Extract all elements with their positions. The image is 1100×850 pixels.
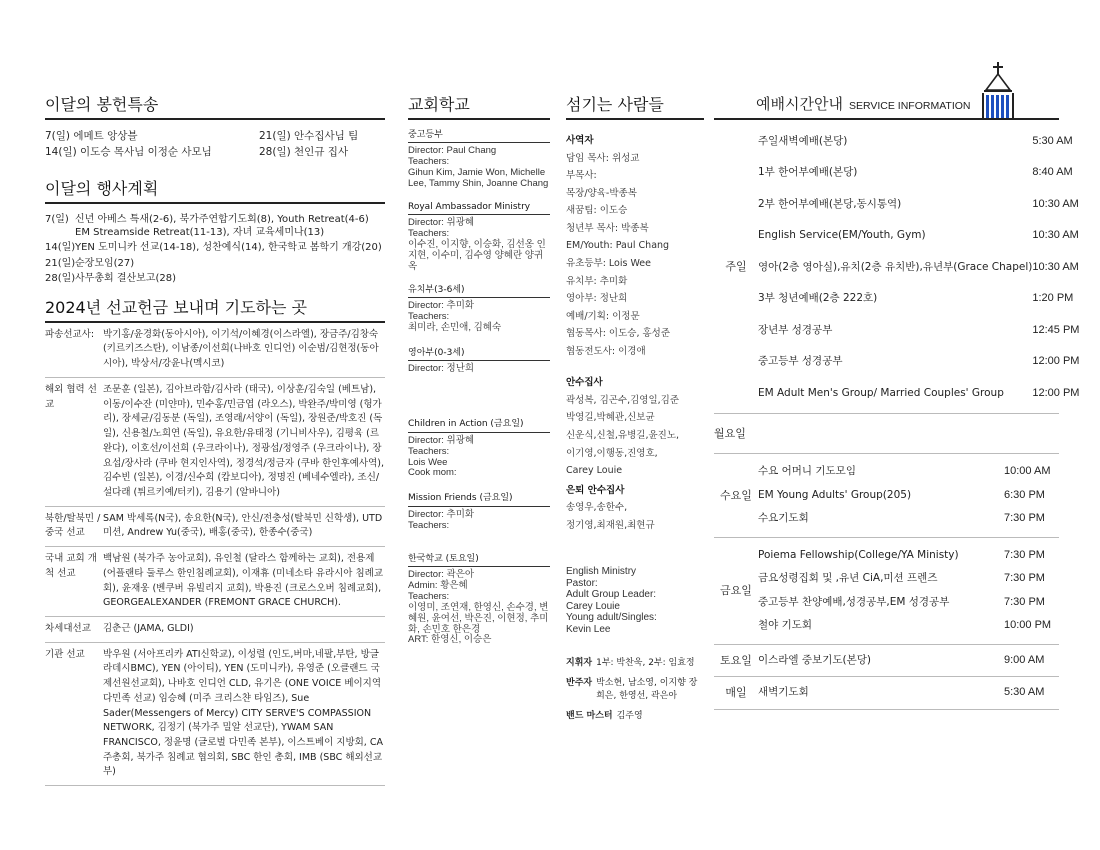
day-label: 수요일	[720, 488, 752, 502]
service-time: 10:00 AM	[1004, 465, 1051, 478]
school-block-line: Director: 추미화	[408, 300, 475, 312]
service-name: 영아(2층 영아실),유치(2층 유치반),유년부(Grace Chapel)	[758, 260, 1033, 273]
service-time: 10:30 AM	[1032, 197, 1079, 210]
school-block-head: 한국학교 (토요일)	[408, 554, 550, 567]
servant-line: 새꿈팀: 이도승	[566, 205, 628, 217]
worship-column	[714, 95, 1080, 710]
missions-list	[45, 323, 385, 786]
school-block-line: 최미라, 손민애, 김혜숙	[408, 322, 502, 334]
servant-line: 송영우,송한수,	[566, 502, 628, 514]
event-date: 21(일)	[45, 257, 76, 269]
service-name: 2부 한어부예배(본당,동시통역)	[758, 197, 902, 210]
day-services	[758, 538, 1059, 644]
day-label: 주일	[725, 259, 747, 273]
service-row	[758, 677, 1059, 709]
service-name: 장년부 성경공부	[758, 323, 833, 336]
day-services	[758, 454, 1059, 537]
offering-item: 7(일) 에메트 앙상블	[45, 130, 138, 142]
school-title: 교회학교	[408, 95, 550, 120]
servants-title: 섬기는 사람들	[566, 95, 704, 120]
service-name: 중고등부 성경공부	[758, 355, 843, 368]
mission-body: 박기홍/윤경화(동아시아), 이기석/이혜경(이스라엘), 장금주/김창숙(키르키즈스탄), 이남종/이선희(나바호 인디언) 이순범/김현정(동아시아), 박상서/강윤나(멕시코)	[103, 328, 379, 370]
staff-head: 사역자	[566, 135, 594, 146]
service-name: 금요성령집회 및 ,유년 CiA,미션 프렌즈	[758, 572, 938, 585]
school-block-head: 중고등부	[408, 130, 550, 143]
servant-line: 협동목사: 이도승, 홍성준	[566, 328, 671, 340]
school-block	[408, 130, 550, 190]
school-block-line: Cook mom:	[408, 467, 457, 479]
offerings-list	[45, 130, 385, 159]
service-row	[758, 252, 1087, 284]
service-row	[758, 484, 1059, 508]
service-name: 철야 기도회	[758, 619, 813, 632]
service-row	[758, 591, 1059, 615]
school-block-line: Teachers:	[408, 156, 450, 168]
worship-title	[714, 95, 1059, 120]
school-block-line: Gihun Kim, Jamie Won, Michelle Lee, Tammy Shin, Joanne Chang	[408, 167, 549, 190]
service-name: Poiema Fellowship(College/YA Ministy)	[758, 548, 959, 561]
service-row	[758, 645, 1059, 677]
service-time: 5:30 AM	[1004, 686, 1045, 699]
school-column	[408, 95, 550, 646]
staff-lines	[566, 150, 704, 361]
event-item	[45, 214, 385, 239]
school-block-line: Teachers:	[408, 228, 450, 240]
service-time: 12:00 PM	[1032, 355, 1080, 368]
english-ministry-line: Carey Louie	[566, 600, 620, 612]
school-block-head: Royal Ambassador Ministry	[408, 202, 550, 215]
retired-lines	[566, 499, 704, 534]
service-row	[758, 567, 1059, 591]
school-block-line: Teachers:	[408, 311, 450, 323]
band-names: 김주영	[616, 710, 643, 721]
service-name: 새벽기도회	[758, 686, 809, 699]
mission-category: 북한/탈북민 /중국 선교	[45, 512, 101, 539]
day-label: 월요일	[714, 426, 746, 440]
service-time: 12:00 PM	[1032, 386, 1080, 399]
service-name: 수요기도회	[758, 512, 809, 525]
servant-line: 유초등부: Lois Wee	[566, 257, 652, 269]
service-time: 5:30 AM	[1032, 134, 1073, 147]
day-services	[758, 120, 1087, 414]
english-ministry-line: Young adult/Singles:	[566, 612, 657, 624]
day-group	[714, 645, 1059, 678]
servants-column	[566, 95, 704, 723]
mission-row	[45, 323, 385, 378]
service-row	[758, 157, 1087, 189]
school-block-line: 이수진, 이지향, 이승화, 김선옹 인지현, 이수미, 김수영 양혜란 양귀옥	[408, 239, 546, 273]
service-row	[758, 507, 1059, 531]
service-row	[758, 189, 1087, 221]
service-time: 10:30 AM	[1032, 229, 1079, 242]
day-group	[714, 538, 1059, 645]
servant-line: 담임 목사: 위성교	[566, 152, 640, 164]
day-services	[758, 645, 1059, 677]
mission-body: 백남원 (북가주 농아교회), 유인철 (달라스 함께하는 교회), 전용제 (어플랜타 둘루스 한인침례교회), 이재휴 (미네소타 유라시아 침례교회), 윤재웅 (벤쿠버 유빌리지 교회), 박용진 (크로스오버 침례교회), GEORGEALEXANDER (FREMONT GRACE CHURCH).	[103, 553, 384, 609]
staff-block	[566, 132, 704, 360]
servant-line: 유치부: 추미화	[566, 275, 628, 287]
service-name: 3부 청년예배(2층 222호)	[758, 292, 878, 305]
mission-body: SAM 박세록(N국), 송요한(N국), 안신/전충성(탈북민 신학생), UTD미션, Andrew Yu(중국), 배홍(중국), 한종수(중국)	[103, 512, 383, 539]
mission-row	[45, 378, 385, 507]
day-label: 매일	[725, 686, 747, 700]
service-time: 10:30 AM	[1032, 260, 1079, 273]
school-block-line: Lois Wee	[408, 456, 448, 468]
service-time: 7:30 PM	[1004, 548, 1045, 561]
servant-line: 목장/양육-박종복	[566, 187, 637, 199]
service-time: 6:30 PM	[1004, 488, 1045, 501]
school-block-line: Admin: 황은혜	[408, 579, 468, 591]
mission-row	[45, 507, 385, 547]
servant-line: 정기영,최재원,최현규	[566, 519, 655, 531]
missions-title: 2024년 선교헌금 보내며 기도하는 곳	[45, 298, 385, 323]
servant-line: 곽성복, 김곤수,김영일,김준	[566, 394, 680, 406]
english-ministry-line: Kevin Lee	[566, 623, 611, 635]
service-name: 수요 어머니 기도모임	[758, 465, 856, 478]
day-group	[714, 454, 1059, 538]
service-time: 9:00 AM	[1004, 653, 1045, 666]
school-block	[408, 419, 550, 479]
worship-title-en: SERVICE INFORMATION	[848, 100, 971, 112]
left-column	[45, 95, 385, 786]
school-block-line: Director: 추미화	[408, 508, 475, 520]
service-time: 10:00 PM	[1004, 619, 1052, 632]
servant-line: 박영길,박혜관,신보균	[566, 412, 655, 424]
mission-body: 김춘근 (JAMA, GLDI)	[103, 622, 194, 634]
deacon-lines	[566, 392, 704, 480]
servant-line: EM/Youth: Paul Chang	[566, 240, 670, 252]
event-text: 신년 아베스 특새(2-6), 북가주연합기도회(8), Youth Retreat(4-6) EM Streamside Retreat(11-13), 자녀 교육세미나(13)	[75, 214, 369, 238]
service-name: EM Young Adults' Group(205)	[758, 488, 912, 501]
english-ministry	[566, 566, 704, 635]
service-row	[758, 126, 1087, 158]
servant-line: Carey Louie	[566, 465, 623, 477]
event-date: 14(일)	[45, 242, 76, 254]
day-label: 금요일	[720, 583, 752, 597]
school-block-line: Teachers:	[408, 590, 450, 602]
school-block-line: Director: 정난희	[408, 363, 475, 375]
service-time: 7:30 PM	[1004, 572, 1045, 585]
english-ministry-line: Adult Group Leader:	[566, 589, 657, 601]
day-label: 토요일	[720, 653, 752, 667]
school-block-head: 유치부(3-6세)	[408, 285, 550, 298]
service-time: 12:45 PM	[1032, 323, 1080, 336]
mission-category: 국내 교회 개척 선교	[45, 553, 97, 579]
worship-schedule	[714, 120, 1080, 710]
school-block-line: Teachers:	[408, 519, 450, 531]
school-block-line: ART: 한영신, 이승은	[408, 634, 492, 646]
events-title: 이달의 행사계획	[45, 179, 385, 204]
servant-line: 청년부 목사: 박종복	[566, 222, 649, 234]
mission-row	[45, 643, 385, 786]
event-text: YEN 도미니카 선교(14-18), 성찬예식(14), 한국학교 봄학기 개강(20)	[75, 242, 382, 254]
offerings-title: 이달의 봉헌특송	[45, 95, 385, 120]
service-time: 1:20 PM	[1032, 292, 1074, 305]
offering-item: 21(일) 안수집사님 팀	[259, 130, 359, 142]
service-row	[758, 346, 1087, 378]
school-block-head: Mission Friends (금요일)	[408, 493, 550, 506]
event-item	[45, 273, 385, 286]
service-time: 7:30 PM	[1004, 512, 1045, 525]
service-row	[758, 460, 1059, 484]
day-group	[714, 677, 1059, 710]
event-item	[45, 242, 385, 255]
mission-category: 해외 협력 선교	[45, 383, 97, 410]
mission-body: 박우원 (서아프리카 ATI신학교), 이성렬 (인도,버마,네팔,부탄, 방글라데시BMC), YEN (아이티), YEN (도미니카), 유영준 (오클랜드 국제선원선교회), 나바호 인디언 CLD, 유기은 (ONE VOICE 베이지역 다민족 선교) 임승혜 (미주 크리스챤 타임즈), Sue Sader(Messengers of Mercy) CITY SERVE'S COMPASSION NETWORK, 김정기 (북가주 밀알 선교단), YWAM SAN FRANCISCO, 정윤명 (글로벌 다민족 본부), 이스트베이 지방회, CA 주총회, 북가주 침례교 협의회, SBC 한인 총회, IMB (SBC 해외선교부)	[103, 648, 383, 778]
english-ministry-line: Pastor:	[566, 577, 598, 589]
school-block-line: Director: 위광혜	[408, 434, 475, 446]
school-block-line: Director: 위광혜	[408, 217, 475, 229]
servant-line: 협동전도사: 이경애	[566, 345, 646, 357]
event-date: 7(일)	[45, 214, 69, 226]
servant-line: 영아부: 정난희	[566, 293, 628, 305]
retired-block	[566, 482, 704, 535]
service-name: 주일새벽예배(본당)	[758, 134, 848, 147]
deacons-block	[566, 374, 704, 479]
service-row	[758, 283, 1087, 315]
event-item	[45, 258, 385, 271]
band-row	[566, 710, 704, 724]
band-label: 밴드 마스터	[566, 710, 613, 721]
conductor-label: 지휘자	[566, 658, 593, 669]
school-block-line: Teachers:	[408, 445, 450, 457]
day-group	[714, 120, 1080, 415]
offering-item: 28(일) 천인규 집사	[259, 146, 349, 159]
school-block	[408, 493, 550, 531]
servant-line: 이기영,이행동,진영호,	[566, 447, 658, 459]
day-group	[714, 414, 1059, 454]
service-time: 7:30 PM	[1004, 595, 1045, 608]
events-list	[45, 214, 385, 286]
event-text: 사무총회 결산보고(28)	[75, 273, 176, 285]
worship-title-ko: 예배시간안내	[756, 95, 843, 113]
school-block	[408, 348, 550, 375]
service-name: EM Adult Men's Group/ Married Couples' Group	[758, 386, 1004, 399]
school-block-line: Director: Paul Chang	[408, 145, 497, 157]
retired-head: 은퇴 안수집사	[566, 484, 625, 496]
event-date: 28(일)	[45, 273, 76, 285]
mission-category: 파송선교사:	[45, 328, 95, 340]
service-row	[758, 220, 1087, 252]
offering-item: 14(일) 이도승 목사님 이정순 사모님	[45, 146, 212, 159]
servant-line: 예배/기획: 이정문	[566, 310, 640, 322]
accompanist-row	[566, 677, 704, 704]
service-time: 8:40 AM	[1032, 166, 1073, 179]
mission-category: 차세대선교	[45, 622, 91, 634]
conductor-row	[566, 657, 704, 671]
day-services	[758, 677, 1059, 709]
service-row	[758, 544, 1059, 568]
servant-line: 신운식,신철,유병길,윤진노,	[566, 430, 680, 441]
school-block-line: Director: 곽은아	[408, 568, 475, 580]
service-row	[758, 315, 1087, 347]
service-name: English Service(EM/Youth, Gym)	[758, 229, 926, 242]
service-name: 중고등부 찬양예배,성경공부,EM 성경공부	[758, 595, 950, 608]
servant-line: 부목사:	[566, 170, 597, 182]
conductor-names: 1부: 박찬욱, 2부: 임효정	[596, 658, 695, 669]
service-row	[758, 378, 1087, 410]
school-blocks	[408, 130, 550, 646]
deacons-head: 안수집사	[566, 377, 603, 389]
mission-row	[45, 617, 385, 643]
accompanist-names: 박소현, 남소영, 이지향 장희은, 한영선, 곽은아	[596, 677, 698, 702]
english-ministry-line: English Ministry	[566, 566, 637, 578]
accompanist-label: 반주자	[566, 677, 593, 688]
school-block	[408, 554, 550, 647]
event-text: 순장모임(27)	[75, 257, 135, 269]
service-name: 1부 한어부예배(본당)	[758, 166, 858, 179]
mission-row	[45, 547, 385, 617]
mission-category: 기관 선교	[45, 648, 85, 660]
school-block-line: 이영미, 조연재, 한영신, 손수경, 변혜원, 윤여선, 박은진, 이현정, 추미화, 손민호 한은경	[408, 601, 549, 635]
mission-body: 조문훈 (일본), 김아브라함/김사라 (태국), 이상훈/김숙일 (베트남), 이동/이수잔 (미얀마), 민수홍/민금엽 (라오스), 박완주/박미영 (헝가리), 장세균/김동분 (독일), 조영래/서양이 (독일), 장원준/박호진 (독일), 신용철/노희연 (독일), 유요한/유태정 (기니비사우), 김평육 (르완다), 이호선/이선희 (우크라이나), 정광섭/정영주 (우크라이나), 장요섭/장사라 (쿠바 현지인사역), 정경석/정금자 (쿠바 한인후예사역), 김수빈 (일본), 이경/신수희 (캄보디아), 정명진 (베네수엘라), 조신/설다래 (튀르키예/터키), 김용기 (알바니아)	[103, 383, 384, 498]
school-block-head: 영아부(0-3세)	[408, 348, 550, 361]
school-block	[408, 285, 550, 334]
school-block	[408, 202, 550, 273]
school-block-head: Children in Action (금요일)	[408, 419, 550, 432]
service-name: 이스라엘 중보기도(본당)	[758, 653, 871, 666]
service-row	[758, 614, 1059, 638]
